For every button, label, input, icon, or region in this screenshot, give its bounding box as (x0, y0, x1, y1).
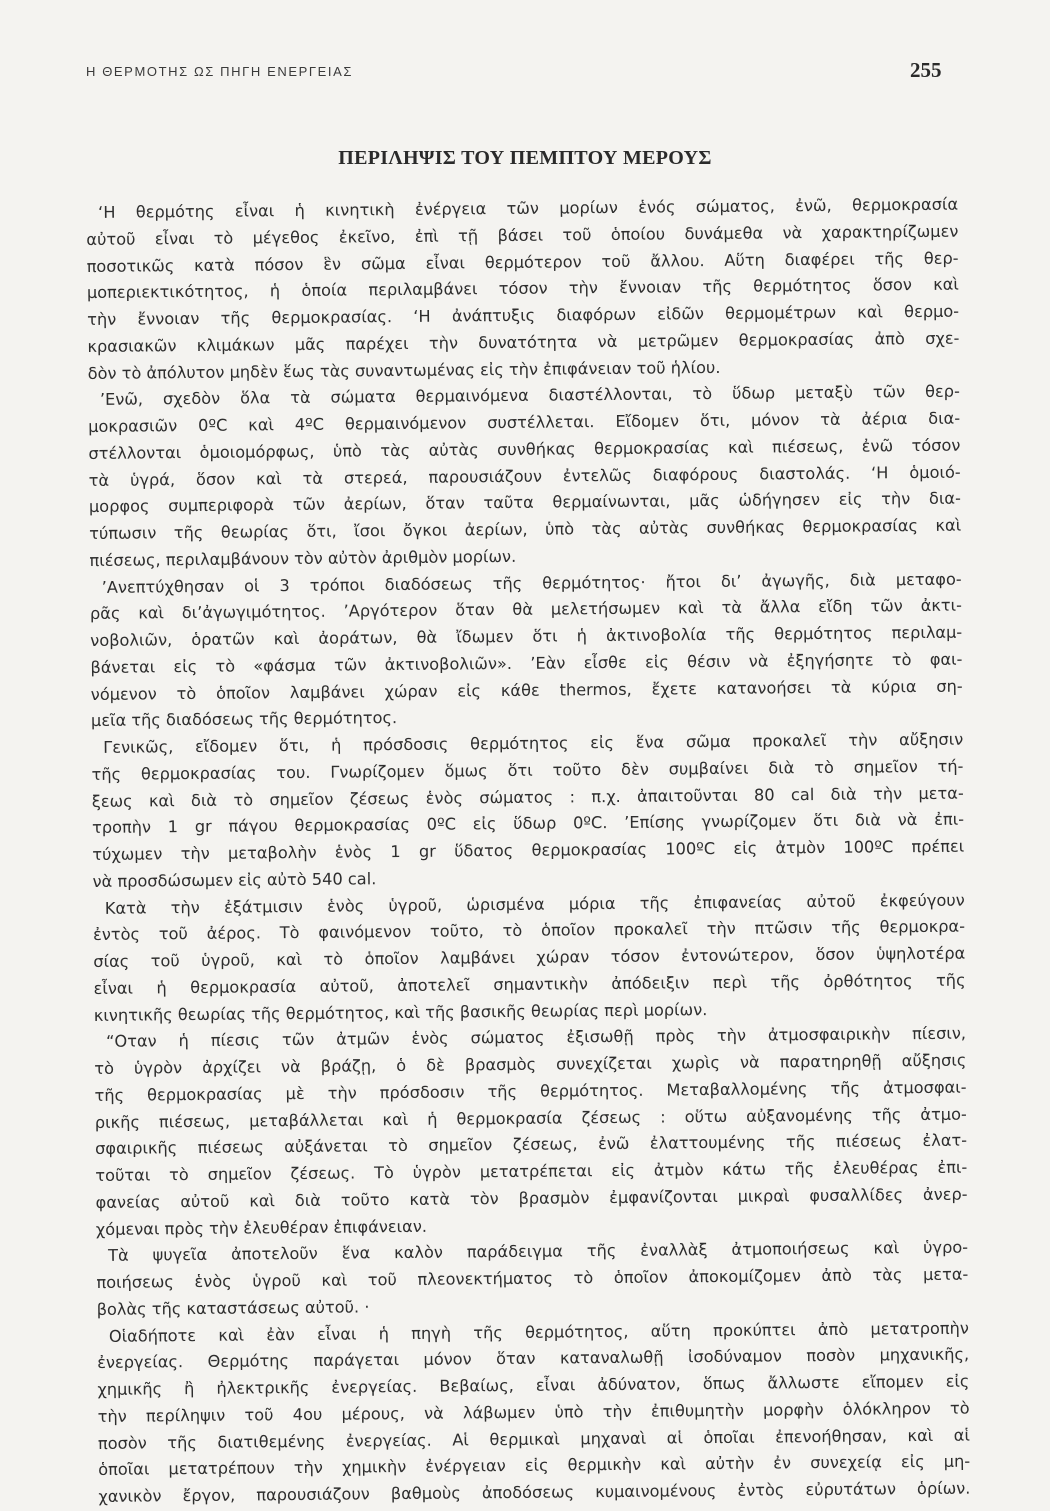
text-line: μεῖα τῆς διαδόσεως τῆς θερμότητος. (90, 708, 398, 731)
text-line: βάνεται εἰς τὸ «φάσμα τῶν ἀκτινοβολιῶν». ’Εὰν εἶσθε εἰς θέσιν νὰ ἐξηγήσητε τὸ φαι- (90, 649, 963, 677)
text-line: “Οταν ἡ πίεσις τῶν ἀτμῶν ἑνὸς σώματος ἐξισωθῇ πρὸς τὴν ἀτμοσφαιρικὴν πίεσιν, (105, 1023, 967, 1052)
paragraph (93, 887, 966, 1029)
text-line: ἐνεργείας. Θερμότης παράγεται μόνον ὅταν καταναλωθῇ ἰσοδύναμον ποσὸν μηχανικῆς, (97, 1344, 970, 1373)
body-text (86, 192, 971, 1511)
text-line: τῆς θερμοκρασίας του. Γνωρίζομεν ὅμως ὅτι τοῦτο δὲν συμβαίνει διὰ τὸ σημεῖον τή- (91, 756, 964, 784)
paragraph (97, 1315, 971, 1511)
paragraph (86, 192, 960, 388)
text-line: ποσὸν τῆς διατιθεμένης ἐνεργείας. Αἱ θερμικαὶ μηχαναὶ αἱ ὁποῖαι ἐπενοήθησαν, καὶ αἱ (97, 1425, 970, 1453)
text-line: χημικῆς ἢ ἠλεκτρικῆς ἐνεργείας. Βεβαίως, εἶναι ἀδύνατον, ὅπως ἄλλωστε εἴπομεν εἰς (97, 1371, 970, 1399)
text-line: νόμενον τὸ ὁποῖον λαμβάνει χώραν εἰς κάθε thermos, ἔχετε κατανοήσει τὰ κύρια ση- (90, 676, 963, 704)
text-line: τῆς θερμοκρασίας μὲ τὴν πρόσδοσιν τῆς θερμότητος. Μεταβαλλομένης τῆς ἀτμοσφαι- (94, 1077, 967, 1105)
text-line: χόμεναι πρὸς τὴν ἐλευθέραν ἐπιφάνειαν. (95, 1216, 428, 1239)
text-line: ’Ανεπτύχθησαν οἱ 3 τρόποι διαδόσεως τῆς θερμότητος· ἤτοι δι’ ἀγωγῆς, διὰ μεταφο- (101, 569, 962, 597)
text-line: ξεως καὶ διὰ τὸ σημεῖον ζέσεως ἑνὸς σώματος : π.χ. ἀπαιτοῦνται 80 cal διὰ τὴν μετα- (91, 783, 964, 811)
text-line: τύχωμεν τὴν μεταβολὴν ἑνὸς 1 gr ὕδατος θερμοκρασίας 100ºC εἰς ἀτμὸν 100ºC πρέπει (92, 836, 965, 864)
paragraph (88, 379, 962, 575)
text-line: κρασιακῶν κλιμάκων μᾶς παρέχει τὴν δυνατότητα νὰ μετρῶμεν θερμοκρασίας ἀπὸ σχε- (87, 328, 960, 356)
text-line: ρᾶς καὶ δι’ἀγωγιμότητος. ’Αργότερον ὅταν θὰ μελετήσωμεν καὶ τὰ ἄλλα εἴδη τῶν ἀκτι- (89, 595, 963, 624)
text-line: ‘Η θερμότης εἶναι ἡ κινητικὴ ἐνέργεια τῶν μορίων ἑνός σώματος, ἐνῶ, θερμοκρασία (98, 194, 959, 222)
text-line: ρικῆς πιέσεως, μεταβάλλεται καὶ ἡ θερμοκρασία ζέσεως : οὕτω αὐξανομένης τῆς ἀτμο- (94, 1104, 967, 1132)
text-line: νὰ προσδώσωμεν εἰς αὐτὸ 540 cal. (92, 868, 377, 891)
text-line: Γενικῶς, εἴδομεν ὅτι, ἡ πρόσδοσις θερμότητος εἰς ἕνα σῶμα προκαλεῖ τὴν αὔξησιν (103, 729, 964, 757)
text-line: Κατὰ τὴν ἐξάτμισιν ἑνὸς ὑγροῦ, ὡρισμένα μόρια τῆς ἐπιφανείας αὐτοῦ ἐκφεύγουν (104, 890, 965, 918)
text-line: φανείας αὐτοῦ καὶ διὰ τοῦτο κατὰ τὸν βρασμὸν ἐμφανίζονται μικραὶ φυσαλλίδες ἀνερ- (95, 1184, 968, 1212)
running-head: Η ΘΕΡΜΟΤΗΣ ΩΣ ΠΗΓΗ ΕΝΕΡΓΕΙΑΣ (86, 64, 354, 79)
text-line: πιέσεως, περιλαμβάνουν τὸν αὐτὸν ἀριθμὸν μορίων. (89, 546, 517, 570)
text-line: Τὰ ψυγεῖα ἀποτελοῦν ἕνα καλὸν παράδειγμα τῆς ἐναλλὰξ ἀτμοποιήσεως καὶ ὑγρο- (108, 1237, 969, 1266)
text-line: δὸν τὸ ἀπόλυτον μηδὲν ἕως τὰς συναντωμένας εἰς τὴν ἐπιφάνειαν τοῦ ἡλίου. (87, 357, 721, 383)
text-line: εἶναι ἡ θερμοκρασία αὐτοῦ, ἀποτελεῖ σημαντικὴν ἀπόδειξιν περὶ τῆς ὀρθότητος τῆς (93, 970, 966, 998)
paragraph (94, 1021, 968, 1243)
text-line: ὁποῖαι μετατρέπουν τὴν χημικὴν ἐνέργειαν εἰς θερμικὴν καὶ αὐτὴν ἐν συνεχείᾳ εἰς μη- (98, 1451, 971, 1480)
text-line: βολὰς τῆς καταστάσεως αὐτοῦ. · (96, 1297, 370, 1319)
text-line: νοβολιῶν, ὁρατῶν καὶ ἀοράτων, θὰ ἴδωμεν ὅτι ἡ ἀκτινοβολία τῆς θερμότητος περιλαμ- (90, 622, 963, 650)
paragraph (90, 566, 964, 735)
text-line: τὴν περίληψιν τοῦ 4ου μέρους, νὰ λάβωμεν ὑπὸ τὴν ἐπιθυμητὴν μορφὴν ὁλόκληρον τὸ (97, 1398, 970, 1426)
text-line: μοκρασιῶν 0ºC καὶ 4ºC θερμαινόμενον συστέλλεται. Εἴδομεν ὅτι, μόνον τὰ ἀέρια δια- (88, 408, 961, 436)
text-line: κινητικῆς θεωρίας τῆς θερμότητος, καὶ τῆς βασικῆς θεωρίας περὶ μορίων. (93, 999, 708, 1025)
text-line: σίας τοῦ ὑγροῦ, καὶ τὸ ὁποῖον λαμβάνει χώραν τόσον ἐντονώτερον, ὅσον ὑψηλοτέρα (93, 943, 966, 971)
text-line: μοπεριεκτικότητος, ἡ ὁποία περιλαμβάνει τόσον τὴν ἔννοιαν τῆς θερμότητος ὅσον καὶ (86, 274, 959, 303)
text-line: τὴν ἔννοιαν τῆς θερμοκρασίας. ‘Η ἀνάπτυξις διαφόρων εἰδῶν θερμομέτρων καὶ θερμο- (87, 301, 960, 329)
text-line: στέλλονται ὁμοιομόρφως, ὑπὸ τὰς αὐτὰς συνθήκας θερμοκρασίας καὶ πιέσεως, ἐνῶ τόσον (88, 435, 961, 463)
text-line: σφαιρικῆς πιέσεως αὐξάνεται τὸ σημεῖον ζέσεως, ἐνῶ ἐλαττουμένης τῆς πιέσεως ἐλατ- (95, 1130, 968, 1159)
text-line: ποιήσεως ἑνὸς ὑγροῦ καὶ τοῦ πλεονεκτήματος τὸ ὁποῖον ἀποκομίζομεν ἀπὸ τὰς μετα- (96, 1264, 969, 1292)
page-number: 255 (910, 58, 942, 82)
text-line: ’Ενῶ, σχεδὸν ὅλα τὰ σώματα θερμαινόμενα διαστέλλονται, τὸ ὕδωρ μεταξὺ τῶν θερ- (99, 381, 960, 410)
paragraph (91, 727, 965, 896)
section-title: ΠΕΡΙΛΗΨΙΣ ΤΟΥ ΠΕΜΠΤΟΥ ΜΕΡΟΥΣ (338, 147, 712, 169)
text-line: τὸ ὑγρὸν ἀρχίζει νὰ βράζῃ, ὁ δὲ βρασμὸς συνεχίζεται χωρὶς νὰ παρατηρηθῇ αὔξησις (94, 1050, 967, 1078)
text-line: ἐντὸς τοῦ ἀέρος. Τὸ φαινόμενον τοῦτο, τὸ ὁποῖον προκαλεῖ τὴν πτῶσιν τῆς θερμοκρα- (92, 916, 966, 945)
text-line: τοῦται τὸ σημεῖον ζέσεως. Τὸ ὑγρὸν μετατρέπεται εἰς ἀτμὸν κάτω τῆς ἐλευθέρας ἐπι- (95, 1157, 968, 1185)
text-line: Οἱαδήποτε καὶ ἐὰν εἶναι ἡ πηγὴ τῆς θερμότητος, αὕτη προκύπτει ἀπὸ μετατροπὴν (108, 1318, 969, 1346)
text-line: τὰ ὑγρά, ὅσον καὶ τὰ στερεά, παρουσιάζουν ἐντελῶς διαφόρους διαστολάς. ‘Η ὁμοιό- (88, 462, 961, 490)
text-line: αὐτοῦ εἶναι τὸ μέγεθος ἐκεῖνο, ἐπὶ τῇ βάσει τοῦ ὁποίου δυνάμεθα νὰ χαρακτηρίζωμεν (86, 221, 959, 249)
text-line: μορφος συμπεριφορὰ τῶν ἀερίων, ὅταν ταῦτα θερμαίνωνται, μᾶς ὡδήγησεν εἰς τὴν δια- (88, 488, 961, 517)
text-line: τροπὴν 1 gr πάγου θερμοκρασίας 0ºC εἰς ὕδωρ 0ºC. ’Επίσης γνωρίζομεν ὅτι διὰ νὰ ἐπι- (91, 809, 965, 838)
paragraph (96, 1235, 969, 1324)
text-line: ποσοτικῶς κατὰ πόσον ἓν σῶμα εἶναι θερμότερον τοῦ ἄλλου. Αὕτη διαφέρει τῆς θερ- (86, 248, 959, 276)
text-line: τύπωσιν τῆς θεωρίας ὅτι, ἴσοι ὄγκοι ἀερίων, ὑπὸ τὰς αὐτὰς συνθήκας θερμοκρασίας καὶ (89, 515, 962, 543)
text-line: χανικὸν ἔργον, παρουσιάζουν βαθμοὺς ἀποδόσεως κυμαινομένους ἐντὸς εὐρυτάτων ὁρίων. (98, 1478, 971, 1506)
